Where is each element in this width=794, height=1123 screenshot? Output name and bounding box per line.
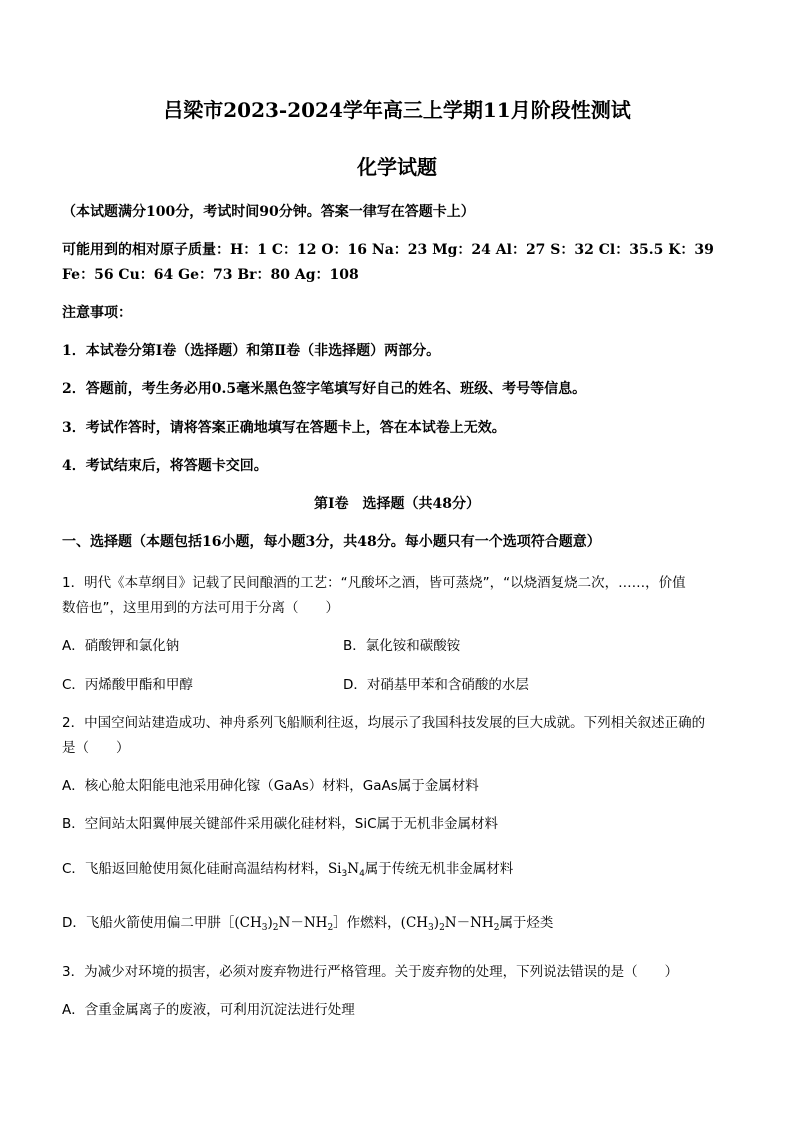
atomic-mass-line-2: Fe：56 Cu：64 Ge：73 Br：80 Ag：108	[62, 267, 359, 283]
option-c-text: C．飞船返回舱使用氮化硅耐高温结构材料，	[62, 861, 328, 877]
question-1-option-b: B．氯化铵和碳酸铵	[343, 638, 461, 654]
question-2-option-a: A．核心舱太阳能电池采用砷化镓（GaAs）材料，GaAs属于金属材料	[62, 778, 479, 794]
formula	[401, 915, 500, 931]
question-1-option-d: D．对硝基甲苯和含硝酸的水层	[343, 677, 529, 693]
option-d-text: ］作燃料，	[333, 915, 401, 931]
formula-part: (CH	[234, 915, 262, 931]
formula-part: N－NH	[444, 915, 494, 931]
section-heading: 第Ⅰ卷 选择题（共48分）	[313, 496, 481, 512]
atomic-mass-line-1: 可能用到的相对原子质量：H：1 C：12 O：16 Na：23 Mg：24 Al：27 S：32 Cl：35.5 K：39	[62, 242, 714, 258]
question-1-option-a: A．硝酸钾和氯化钠	[62, 638, 180, 654]
question-1-option-c: C．丙烯酸甲酯和甲醇	[62, 677, 193, 693]
question-1-stem: 1．明代《本草纲目》记载了民间酿酒的工艺：“凡酸坏之酒，皆可蒸烧”，“以烧酒复烧二次，……，价值	[62, 575, 686, 591]
notice-item: 1．本试卷分第Ⅰ卷（选择题）和第Ⅱ卷（非选择题）两部分。	[62, 343, 441, 359]
question-2-stem: 2．中国空间站建造成功、神舟系列飞船顺利往返，均展示了我国科技发展的巨大成就。下列相关叙述正确的	[62, 715, 706, 731]
subscript: 4	[359, 869, 365, 879]
question-2-stem-cont: 是（ ）	[62, 740, 130, 756]
question-1-stem-cont: 数倍也”，这里用到的方法可用于分离（ ）	[62, 600, 339, 616]
notice-heading: 注意事项：	[62, 305, 132, 321]
subscript: 3	[341, 869, 348, 879]
question-2-option-b: B．空间站太阳翼伸展关键部件采用碳化硅材料，SiC属于无机非金属材料	[62, 816, 499, 832]
option-d-text: 属于烃类	[499, 915, 554, 931]
subscript: 2	[327, 923, 334, 933]
exam-subtitle: 化学试题	[357, 155, 437, 179]
formula-si: Si	[327, 861, 342, 877]
subscript: 2	[272, 923, 279, 933]
notice-item: 3．考试作答时，请将答案正确地填写在答题卡上，答在本试卷上无效。	[62, 420, 506, 436]
formula	[234, 915, 333, 931]
question-2-option-c	[62, 857, 513, 879]
part-title: 一、选择题（本题包括16小题，每小题3分，共48分。每小题只有一个选项符合题意）	[62, 534, 601, 550]
exam-note: （本试题满分100分，考试时间90分钟。答案一律写在答题卡上）	[62, 204, 475, 220]
subscript: 2	[493, 923, 500, 933]
notice-item: 2．答题前，考生务必用0.5毫米黑色签字笔填写好自己的姓名、班级、考号等信息。	[62, 381, 587, 397]
notice-item: 4．考试结束后，将答题卡交回。	[62, 458, 268, 474]
formula-part: )	[267, 915, 273, 931]
subscript: 3	[261, 923, 268, 933]
subscript: 3	[428, 923, 434, 933]
formula-n: N	[347, 861, 360, 877]
formula-part: N－NH	[278, 915, 328, 931]
option-c-text: 属于传统无机非金属材料	[364, 861, 514, 877]
subscript: 2	[439, 923, 445, 933]
question-3-option-a: A．含重金属离子的废液，可利用沉淀法进行处理	[62, 1002, 355, 1018]
question-2-option-d	[62, 911, 553, 933]
option-d-text: D．飞船火箭使用偏二甲肼［	[62, 915, 235, 931]
exam-title: 吕梁市2023-2024学年高三上学期11月阶段性测试	[163, 98, 631, 122]
formula-part: )	[433, 915, 440, 931]
question-3-stem: 3．为减少对环境的损害，必须对废弃物进行严格管理。关于废弃物的处理，下列说法错误的是（ ）	[62, 964, 679, 980]
formula-part: (CH	[400, 915, 429, 931]
